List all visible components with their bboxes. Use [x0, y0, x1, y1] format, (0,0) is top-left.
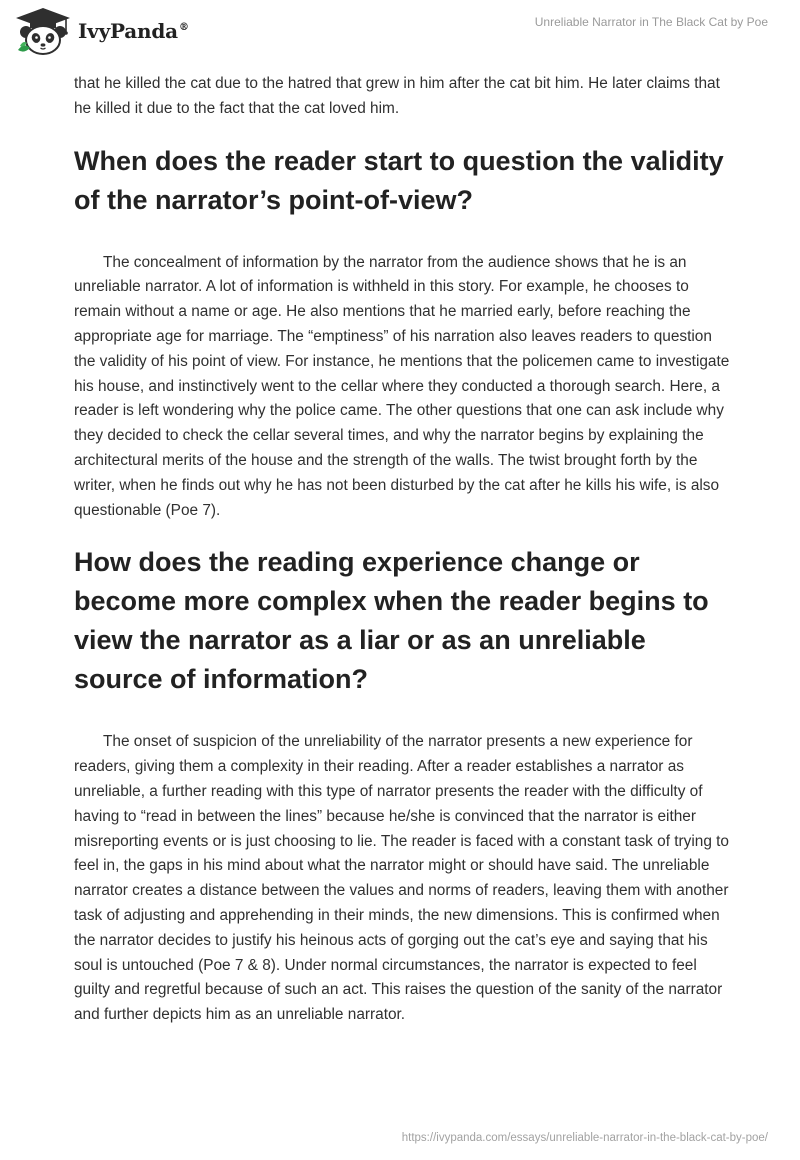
source-url[interactable]: https://ivypanda.com/essays/unreliable-narrator-in-the-black-cat-by-poe/ — [401, 1132, 768, 1144]
ivypanda-logo[interactable] — [14, 6, 189, 56]
page-header — [0, 0, 800, 64]
panda-graduation-cap-icon — [14, 6, 72, 56]
section-heading-2: How does the reading experience change or become more complex when the reader begins to view the narrator as a liar or as an unreliable source of information? — [74, 547, 709, 695]
intro-paragraph: that he killed the cat due to the hatred that grew in him after the cat bit him. He later claims that he killed it due to the fact that the cat loved him. — [74, 75, 720, 117]
section-heading-1: When does the reader start to question the validity of the narrator’s point-of-view? — [74, 145, 724, 215]
section-paragraph-2: The onset of suspicion of the unreliability of the narrator presents a new experience for readers, giving them a complexity in their reading. After a reader establishes a narrator as unreliable, a further reading with this type of narrator presents the reader with the difficulty of having to “read in between the lines” because he/she is convinced that the narrator is either misreporting events or is just choosing to lie. The reader is faced with a constant task of trying to feel in, the gaps in his mind about what the narrator might or should have said. The unreliable narrator creates a distance between the values and norms of readers, leaving them with another task of adjusting and apprehending in their minds, the new dimensions. This is confirmed when the narrator decides to justify his heinous acts of gorging out the cat’s eye and saying that his soul is untouched (Poe 7 & 8). Under normal circumstances, the narrator is expected to feel guilty and regretful because of such an act. This raises the question of the sanity of the narrator and further depicts him as an unreliable narrator. — [74, 733, 729, 1024]
document-title: Unreliable Narrator in The Black Cat by Poe — [534, 15, 768, 29]
section-paragraph-1: The concealment of information by the narrator from the audience shows that he is an unreliable narrator. A lot of information is withheld in this story. For example, he chooses to remain without a name or age. He also mentions that he married early, before reaching the appropriate age for marriage. The “emptiness” of his narration also leaves readers to question the validity of his point of view. For instance, he mentions that the policemen came to investigate his house, and instinctively went to the cellar where they conducted a thorough search. Here, a reader is left wondering why the police came. The other questions that one can ask include why they decided to check the cellar several times, and why the narrator begins by explaining the architectural merits of the house and the strength of the walls. The twist brought forth by the writer, when he finds out why he has not been disturbed by the cat after he kills his wife, is also questionable (Poe 7). — [74, 253, 730, 519]
logo-registered-mark: ® — [178, 22, 189, 34]
logo-name: IvyPanda — [78, 19, 178, 43]
logo-wordmark — [78, 19, 189, 43]
essay-content — [74, 72, 734, 1028]
